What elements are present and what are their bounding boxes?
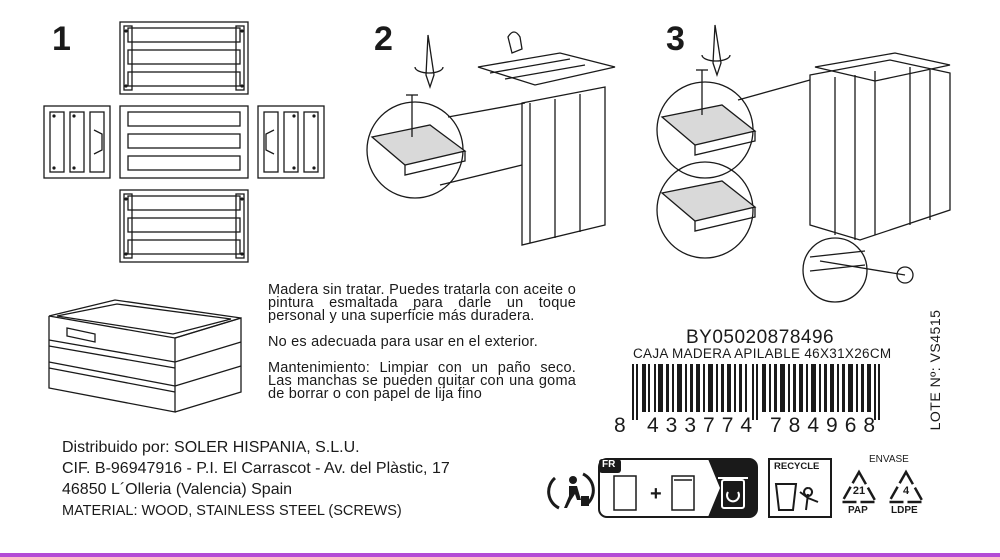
barcode-first-digit: 8 — [614, 414, 627, 437]
triman-fr-tag: FR — [602, 459, 616, 470]
distributor-line-1: Distribuido por: SOLER HISPANIA, S.L.U. — [62, 439, 360, 456]
envase-label: ENVASE — [869, 454, 909, 465]
material-info: MATERIAL: WOOD, STAINLESS STEEL (SCREWS) — [62, 503, 402, 519]
barcode-left-digits: 433774 — [647, 414, 760, 437]
description-treatment: Madera sin tratar. Puedes tratarla con aceite o pintura esmaltada para darle un toque personal y una superficie más duradera. — [268, 282, 576, 324]
assembled-crate-illustration — [45, 298, 245, 413]
description-outdoor-warning: No es adecuada para usar en el exterior. — [268, 334, 538, 350]
step-number-3: 3 — [666, 20, 685, 58]
step-number-2: 2 — [374, 20, 393, 58]
triman-info-box — [598, 458, 758, 518]
barcode-right-digits: 784968 — [770, 414, 883, 437]
pap-label: PAP — [848, 505, 868, 516]
bottom-accent-line — [0, 553, 1000, 557]
ldpe-code: 4 — [902, 485, 910, 497]
lot-number: LOTE Nº: VS4515 — [927, 309, 943, 431]
ldpe-label: LDPE — [891, 505, 918, 516]
pap-code: 21 — [852, 485, 866, 497]
step3-assembly-diagram — [650, 25, 950, 295]
tidyman-recycle-icon — [547, 468, 595, 514]
distributor-info — [62, 437, 450, 500]
step1-exploded-diagram — [40, 20, 330, 265]
svg-text:+: + — [650, 483, 662, 505]
product-name: CAJA MADERA APILABLE 46X31X26CM — [633, 346, 892, 361]
description-maintenance: Mantenimiento: Limpiar con un paño seco. Las manchas se pueden quitar con una goma de borrar o con papel de lija fino — [268, 360, 576, 402]
step-number-1: 1 — [52, 20, 71, 58]
distributor-line-2: CIF. B-96947916 - P.I. El Carrascot - Av. del Plàstic, 17 — [62, 460, 450, 477]
recycle-label: RECYCLE — [774, 461, 820, 472]
product-code: BY05020878496 — [686, 327, 835, 348]
product-description — [268, 284, 576, 414]
step2-assembly-diagram — [360, 25, 620, 250]
distributor-line-3: 46850 L´Olleria (Valencia) Spain — [62, 481, 293, 498]
